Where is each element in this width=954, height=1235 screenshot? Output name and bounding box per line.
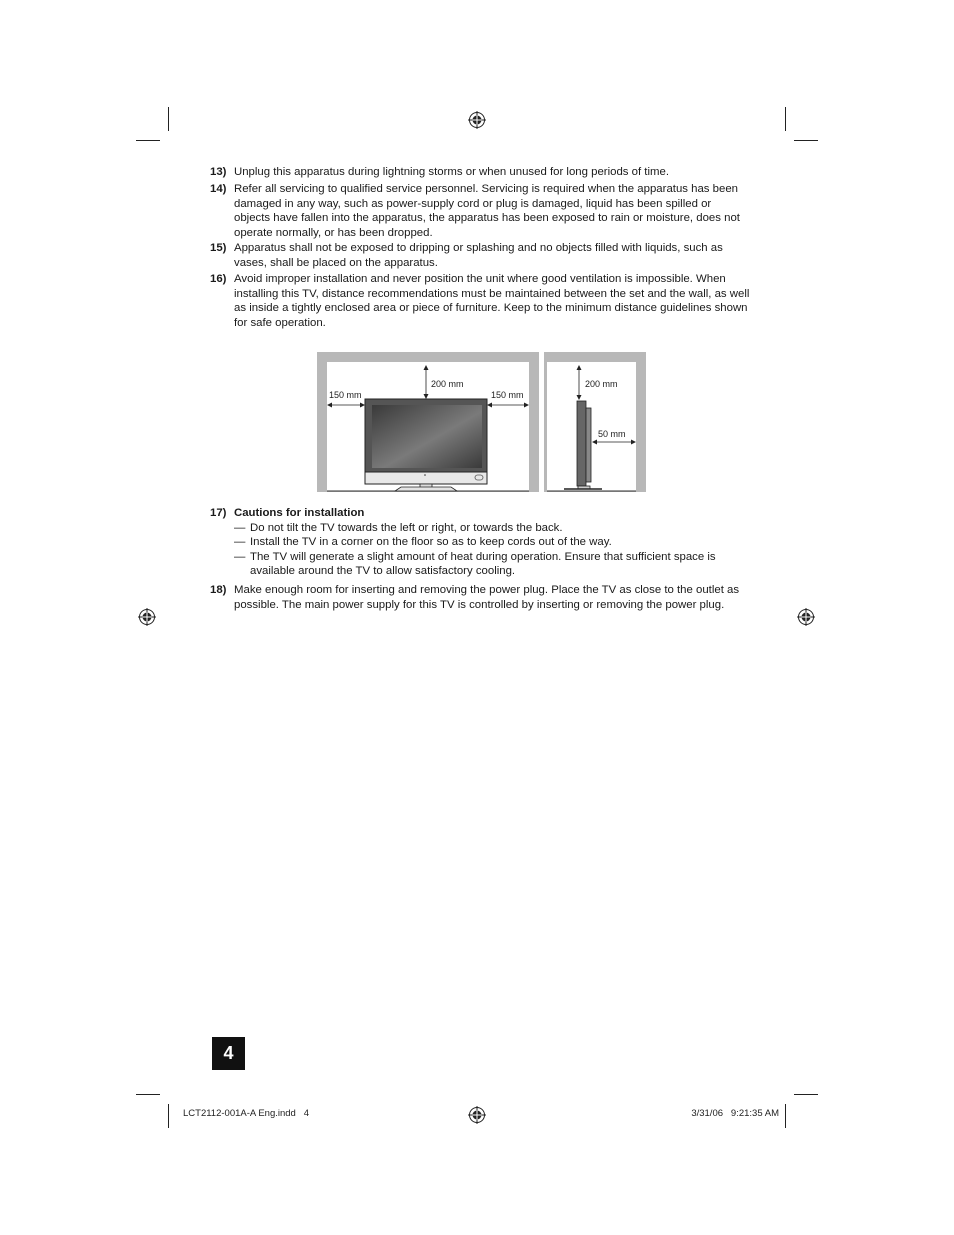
section-heading: Cautions for installation xyxy=(234,507,365,519)
slug-filename: LCT2112-001A-A Eng.indd 4 xyxy=(183,1108,310,1119)
item-number: 13) xyxy=(210,166,227,178)
registration-mark-icon xyxy=(468,111,486,129)
item-number: 18) xyxy=(210,584,227,596)
registration-mark-icon xyxy=(468,1106,486,1124)
crop-mark xyxy=(794,140,818,141)
front-right-clearance-label: 150 mm xyxy=(491,390,524,400)
list-item-16 xyxy=(210,272,750,330)
crop-mark xyxy=(136,140,160,141)
item-text: Apparatus shall not be exposed to dripping or splashing and no objects filled with liquids, such as vases, shall be placed on the apparatus. xyxy=(234,242,723,269)
list-item-18 xyxy=(210,583,750,612)
list-item-15 xyxy=(210,241,750,270)
dash-bullet: — xyxy=(234,536,246,549)
tv-side-icon xyxy=(577,401,586,486)
side-view-clearance-diagram xyxy=(544,352,646,492)
dash-bullet: — xyxy=(234,550,246,563)
list-item-17 xyxy=(210,506,750,579)
front-left-clearance-label: 150 mm xyxy=(329,390,362,400)
dash-bullet: — xyxy=(234,521,246,534)
front-top-clearance-label: 200 mm xyxy=(431,379,464,389)
front-view-clearance-diagram xyxy=(317,352,539,492)
registration-mark-icon xyxy=(138,608,156,626)
bullet-item xyxy=(234,550,750,579)
item-number: 17) xyxy=(210,507,227,519)
crop-mark xyxy=(785,107,786,131)
slug-datetime: 3/31/06 9:21:35 AM xyxy=(691,1108,779,1119)
crop-mark xyxy=(794,1094,818,1095)
list-item-13 xyxy=(210,165,750,180)
crop-mark xyxy=(168,1104,169,1128)
crop-mark xyxy=(136,1094,160,1095)
bullet-item xyxy=(234,521,750,536)
page-number: 4 xyxy=(212,1037,245,1070)
bullet-text: Do not tilt the TV towards the left or right, or towards the back. xyxy=(250,521,563,534)
item-text: Avoid improper installation and never position the unit where good ventilation is impossible. When installing this TV, distance recommendations must be maintained between the set and the wall, as well as inside a tightly enclosed area or piece of furniture. Keep to the minimum distance guidelines shown for safe operation. xyxy=(234,273,750,329)
registration-mark-icon xyxy=(797,608,815,626)
bullet-text: Install the TV in a corner on the floor so as to keep cords out of the way. xyxy=(250,536,612,549)
item-number: 16) xyxy=(210,273,227,285)
item-text: Unplug this apparatus during lightning storms or when unused for long periods of time. xyxy=(234,166,669,178)
item-number: 14) xyxy=(210,183,227,195)
crop-mark xyxy=(168,107,169,131)
bullet-item xyxy=(234,535,750,550)
side-back-clearance-label: 50 mm xyxy=(598,429,626,439)
item-text: Make enough room for inserting and removing the power plug. Place the TV as close to the outlet as possible. The main power supply for this TV is controlled by inserting or removing the power plug. xyxy=(234,584,740,611)
side-top-clearance-label: 200 mm xyxy=(585,379,618,389)
item-text: Refer all servicing to qualified service personnel. Servicing is required when the apparatus has been damaged in any way, such as power-supply cord or plug is damaged, liquid has been spilled or objects have fallen into the apparatus, the apparatus has been exposed to rain or moisture, does not operate normally, or has been dropped. xyxy=(234,183,740,239)
bullet-text: The TV will generate a slight amount of heat during operation. Ensure that sufficient space is available around the TV to allow satisfactory cooling. xyxy=(250,550,716,578)
item-number: 15) xyxy=(210,242,227,254)
list-item-14 xyxy=(210,182,750,240)
crop-mark xyxy=(785,1104,786,1128)
